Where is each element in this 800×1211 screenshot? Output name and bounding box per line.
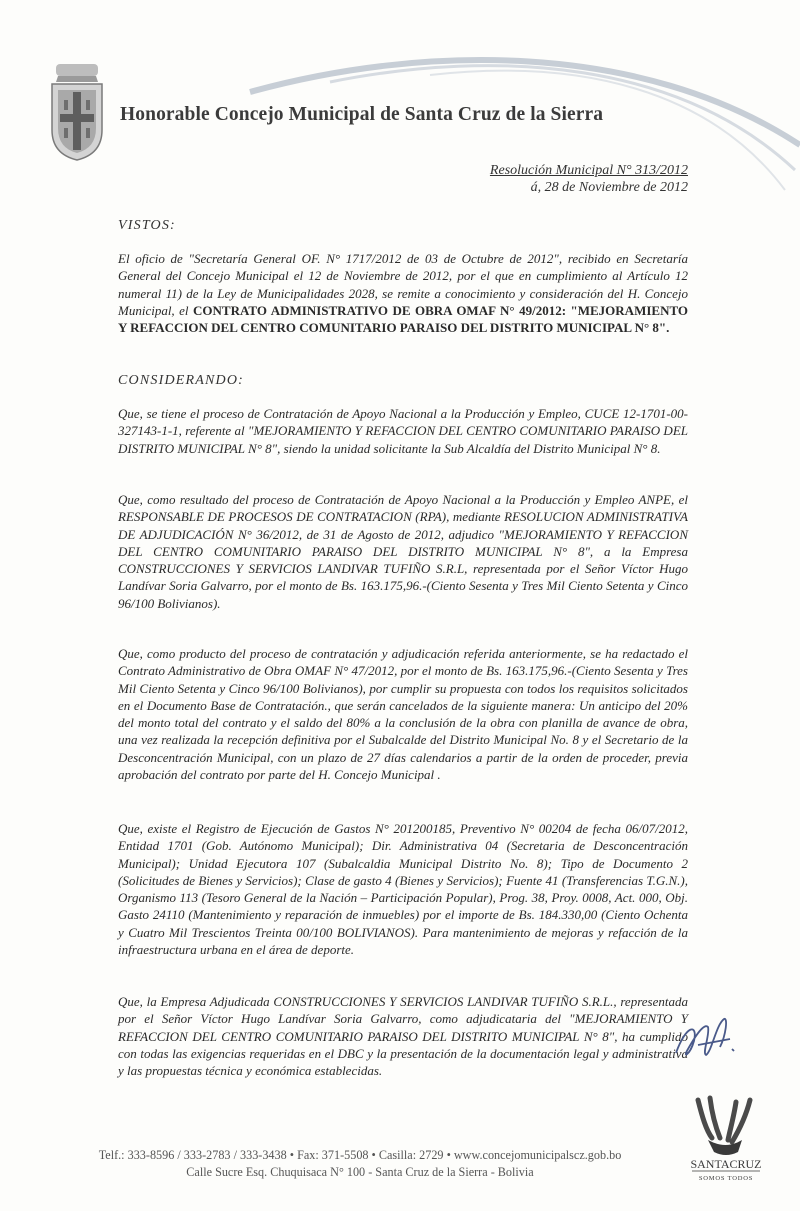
vistos-text: El oficio de "Secretaría General OF. N° 1717/2012 de 03 de Octubre de 2012", recibido en Secretaría General del Concejo Municipal el 12 de Noviembre de 2012, por el que en cumplimiento al Artículo 12 numeral 11) de la Ley de Municipalidades 2028, se remite a conocimiento y consideración del H. Concejo Municipal, el <box>118 251 688 318</box>
logo-title: SANTACRUZ <box>690 1157 762 1171</box>
resolution-block <box>490 162 688 196</box>
vistos-heading: VISTOS: <box>118 218 176 233</box>
considerando-heading: CONSIDERANDO: <box>118 373 245 388</box>
considerando-paragraph-2: Que, como resultado del proceso de Contratación de Apoyo Nacional a la Producción y Empleo ANPE, el RESPONSABLE DE PROCESOS DE CONTRATACION (RPA), mediante RESOLUCION ADMINISTRATIVA DE ADJUDICACIÓN N° 36/2012, de 31 de Agosto de 2012, adjudico "MEJORAMIENTO Y REFACCION DEL CENTRO COMUNITARIO PARAISO DEL DISTRITO MUNICIPAL N° 8", a la Empresa CONSTRUCCIONES Y SERVICIOS LANDIVAR TUFIÑO S.R.L, representada por el Señor Víctor Hugo Landívar Soria Galvarro, por el monto de Bs. 163.175,96.-(Ciento Sesenta y Tres Mil Ciento Setenta y Cinco 96/100 Bolivianos). <box>118 492 688 611</box>
considerando-paragraph-1: Que, se tiene el proceso de Contratación de Apoyo Nacional a la Producción y Empleo, CUCE 12-1701-00-327143-1-1, referente al "MEJORAMIENTO Y REFACCION DEL CENTRO COMUNITARIO PARAISO DEL DISTRITO MUNICIPAL N° 8", siendo la unidad solicitante la Sub Alcaldía del Distrito Municipal N° 8. <box>118 406 688 456</box>
coat-of-arms-icon <box>48 62 106 162</box>
handwritten-signature <box>668 1005 748 1075</box>
vistos-paragraph <box>118 250 688 336</box>
santacruz-logo <box>686 1094 766 1184</box>
vistos-contract-title: CONTRATO ADMINISTRATIVO DE OBRA OMAF N° 49/2012: "MEJORAMIENTO Y REFACCION DEL CENTRO COMUNITARIO PARAISO DEL DISTRITO MUNICIPAL N° 8". <box>118 302 689 336</box>
council-name: Honorable Concejo Municipal de Santa Cruz de la Sierra <box>120 104 604 125</box>
considerando-paragraph-3: Que, como producto del proceso de contratación y adjudicación referida anteriormente, se ha redactado el Contrato Administrativo de Obra OMAF N° 47/2012, por el monto de Bs. 163.175,96.-(Ciento Sesenta y Tres Mil Ciento Setenta y Cinco 96/100 Bolivianos), por cumplir su propuesta con todos los requisitos solicitados en el Documento Base de Contratación., que serán cancelados de la siguiente manera: Un anticipo del 20% del monto total del contrato y el saldo del 80% a la conclusión de la obra con planilla de avance de obra, una vez realizada la recepción definitiva por el Subalcalde del Distrito Municipal No. 8 y el Secretario de la Desconcentración Municipal, con un plazo de 27 días calendarios a partir de la orden de proceder, previa aprobación del contrato por parte del H. Concejo Municipal . <box>118 646 688 783</box>
resolution-date: á, 28 de Noviembre de 2012 <box>530 180 688 195</box>
resolution-number: Resolución Municipal N° 313/2012 <box>489 163 688 178</box>
logo-tagline: SOMOS TODOS <box>698 1175 754 1182</box>
considerando-paragraph-5: Que, la Empresa Adjudicada CONSTRUCCIONES Y SERVICIOS LANDIVAR TUFIÑO S.R.L., representada por el Señor Víctor Hugo Landívar Soria Galvarro, como adjudicataria del "MEJORAMIENTO Y REFACCION DEL CENTRO COMUNITARIO PARAISO DEL DISTRITO MUNICIPAL N° 8", ha cumplido con todas las exigencias requeridas en el DBC y la presentación de la documentación legal y administrativa y las propuestas técnica y económica establecidas. <box>118 994 688 1079</box>
footer-contact: Telf.: 333-8596 / 333-2783 / 333-3438 • Fax: 371-5508 • Casilla: 2729 • www.concejomunicipalscz.gob.bo <box>98 1148 622 1162</box>
considerando-paragraph-4: Que, existe el Registro de Ejecución de Gastos N° 201200185, Preventivo N° 00204 de fecha 06/07/2012, Entidad 1701 (Gob. Autónomo Municipal); Dir. Administrativa 04 (Secretaria de Desconcentración Municipal); Unidad Ejecutora 107 (Subalcaldia Municipal Distrito No. 8); Tipo de Documento 2 (Solicitudes de Bienes y Servicios); Clase de gasto 4 (Bienes y Servicios); Fuente 41 (Transferencias T.G.N.), Organismo 113 (Tesoro General de la Nación – Participación Popular), Prog. 38, Proy. 0008, Act. 000, Obj. Gasto 24110 (Mantenimiento y reparación de inmuebles) por el importe de Bs. 184.330,00 (Ciento Ochenta y Cuatro Mil Trescientos Treinta 00/100 BOLIVIANOS). Para mantenimiento de mejoras y refacción de la infraestructura urbana en el área de deporte. <box>118 821 688 958</box>
footer <box>40 1147 680 1181</box>
footer-address: Calle Sucre Esq. Chuquisaca N° 100 - Santa Cruz de la Sierra - Bolivia <box>186 1165 534 1179</box>
